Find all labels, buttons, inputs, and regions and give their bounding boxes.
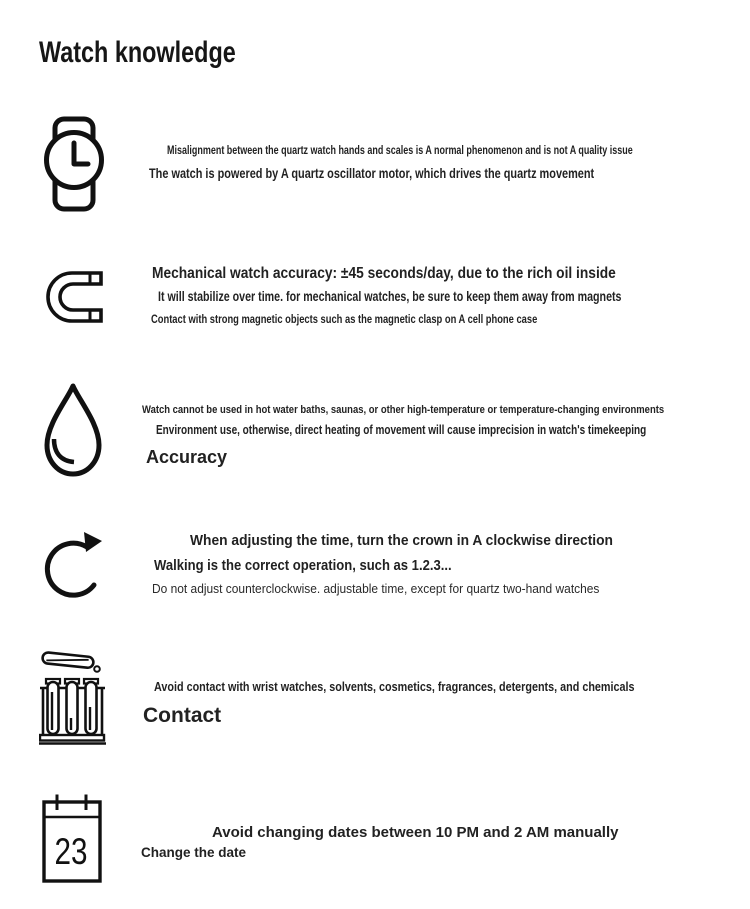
calendar-day-number: 23 <box>54 831 88 872</box>
accuracy-heading: Accuracy <box>146 447 228 467</box>
water-drop-icon <box>40 382 106 478</box>
date-note-line: Change the date <box>141 845 247 860</box>
chemicals-note-line: Avoid contact with wrist watches, solvents, cosmetics, fragrances, detergents, and chemicals <box>154 679 635 694</box>
contact-heading: Contact <box>143 704 222 727</box>
page-title: Watch knowledge <box>39 36 236 69</box>
calendar-icon <box>42 794 102 883</box>
magnet-icon <box>45 270 103 324</box>
crown-note-line: Walking is the correct operation, such as 1.2.3... <box>154 557 452 574</box>
magnet-detail-line: Contact with strong magnetic objects such as the magnetic clasp on A cell phone case <box>151 312 538 326</box>
temperature-detail-line: Environment use, otherwise, direct heating of movement will cause imprecision in watch's timekeeping <box>156 423 647 437</box>
crown-main-line: When adjusting the time, turn the crown in A clockwise direction <box>190 532 613 549</box>
quartz-main-line: The watch is powered by A quartz oscillator motor, which drives the quartz movement <box>149 165 595 181</box>
quartz-note-line: Misalignment between the quartz watch hands and scales is A normal phenomenon and is not A quality issue <box>167 145 633 157</box>
date-main-line: Avoid changing dates between 10 PM and 2 AM manually <box>212 824 619 841</box>
test-tubes-icon <box>39 650 106 745</box>
crown-detail-line: Do not adjust counterclockwise. adjustable time, except for quartz two-hand watches <box>152 581 600 596</box>
magnet-main-line: Mechanical watch accuracy: ±45 seconds/day, due to the rich oil inside <box>152 265 616 282</box>
magnet-note-line: It will stabilize over time. for mechanical watches, be sure to keep them away from magnets <box>158 289 622 304</box>
clockwise-arrow-icon <box>43 529 105 605</box>
wristwatch-icon <box>43 116 105 212</box>
temperature-note-line: Watch cannot be used in hot water baths, saunas, or other high-temperature or temperature-changing environments <box>142 404 665 416</box>
